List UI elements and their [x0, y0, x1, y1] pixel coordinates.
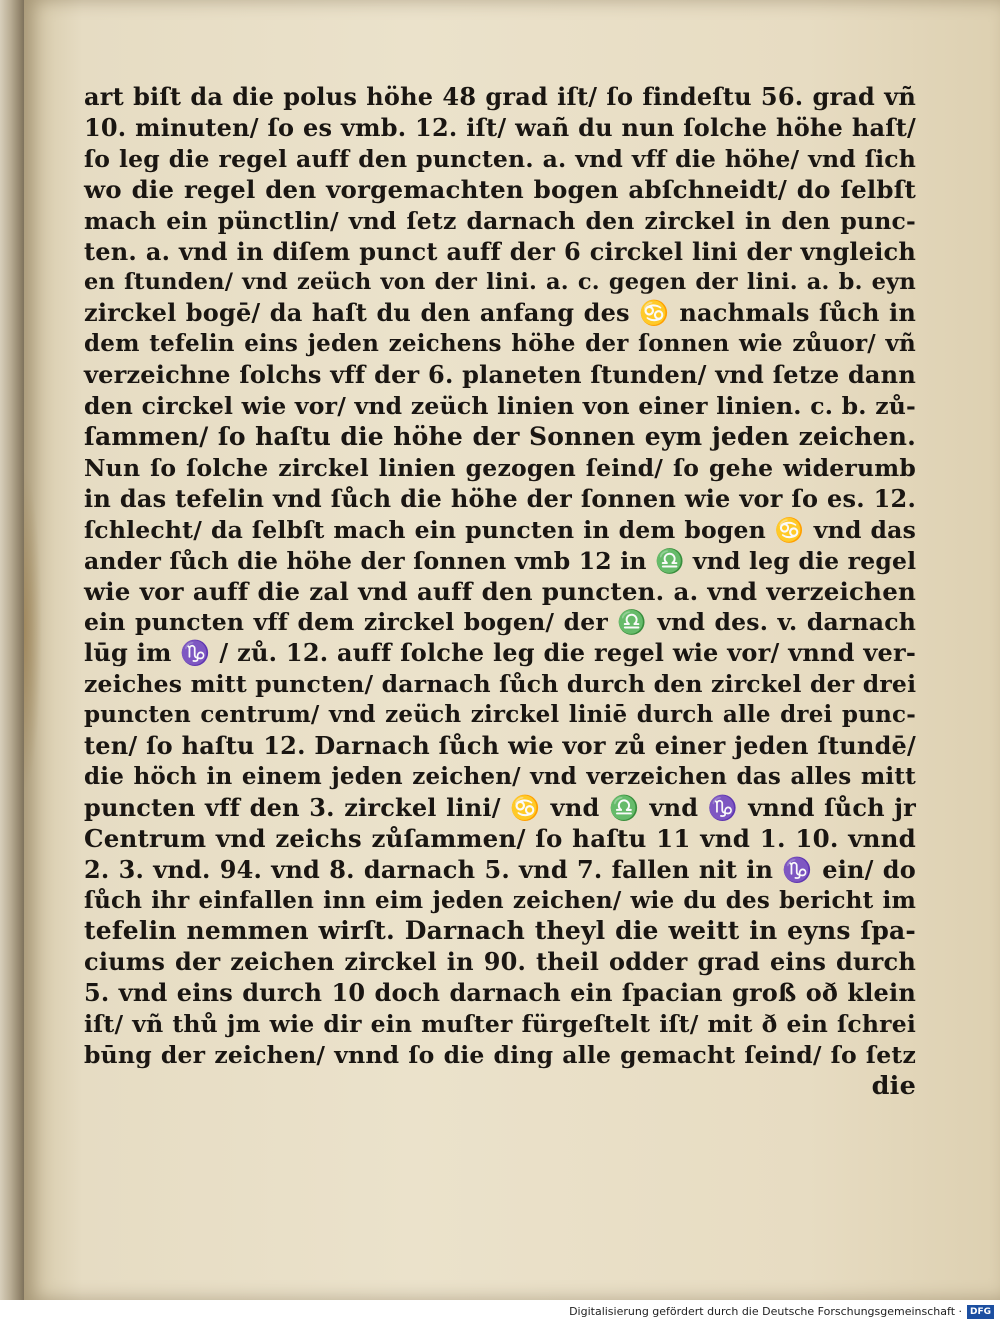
text-line: die höch in einem jeden zeichen/ vnd verzeichen das alles mitt: [84, 762, 916, 790]
text-line: verzeichne ſolchs vff der 6. planeten ſtunden/ vnd ſetze dann: [84, 360, 916, 390]
text-line: ander ſůch die höhe der ſonnen vmb 12 in ♎ vnd leg die regel: [84, 546, 917, 575]
text-line: 5. vnd eins durch 10 doch darnach ein ſpacian groß oð klein: [84, 978, 916, 1008]
text-line: lūg im ♑ / zů. 12. auff ſolche leg die regel wie vor/ vnnd ver-: [84, 638, 916, 668]
text-line: wo die regel den vorgemachten bogen abſchneidt/ do ſelbſt: [84, 174, 916, 204]
text-line: zirckel bogē/ da haſt du den anfang des ♋ nachmals ſůch in: [84, 298, 916, 328]
text-line: ſchlecht/ da ſelbſt mach ein puncten in dem bogen ♋ vnd das: [84, 515, 916, 544]
text-line: ſammen/ ſo haſtu die höhe der Sonnen eym jeden zeichen.: [84, 421, 916, 451]
text-line: en ſtunden/ vnd zeüch von der lini. a. c. gegen der lini. a. b. eyn: [84, 269, 916, 296]
text-line: puncten vff den 3. zirckel lini/ ♋ vnd ♎ vnd ♑ vnnd ſůch jr: [84, 792, 916, 822]
text-line: ten/ ſo haſtu 12. Darnach ſůch wie vor zů einer jeden ſtundē/: [84, 731, 916, 761]
text-line: ciums der zeichen zirckel in 90. theil odder grad eins durch: [84, 947, 916, 977]
text-line: wie vor auff die zal vnd auff den puncten. a. vnd verzeichen: [84, 576, 916, 606]
text-line: ten. a. vnd in diſem punct auff der 6 circkel lini der vngleich: [84, 236, 916, 266]
text-line: 10. minuten/ ſo es vmb. 12. iſt/ wañ du nun ſolche höhe haſt/: [84, 112, 916, 142]
text-line: Centrum vnd zeichs zůſammen/ ſo haſtu 11 vnd 1. 10. vnnd: [84, 823, 916, 853]
text-line: zeiches mitt puncten/ darnach ſůch durch den zirckel der drei: [84, 670, 917, 699]
text-line: puncten centrum/ vnd zeüch zirckel liniē durch alle drei punc-: [84, 701, 916, 729]
text-line: būng der zeichen/ vnnd ſo die ding alle gemacht ſeind/ ſo ſetz: [84, 1041, 916, 1070]
text-line: art biſt da die polus höhe 48 grad iſt/ ſo findeſtu 56. grad vñ: [84, 82, 916, 111]
text-line: 2. 3. vnd. 94. vnd 8. darnach 5. vnd 7. fallen nit in ♑ ein/ do: [84, 854, 916, 884]
text-line: ſůch ihr einfallen inn eim jeden zeichen/ wie du des bericht im: [84, 886, 916, 914]
text-line: ſo leg die regel auff den puncten. a. vnd vff die höhe/ vnd ſich: [84, 144, 916, 173]
page-text: [84, 82, 916, 1102]
text-line: die: [871, 1071, 916, 1101]
dfg-logo: DFG: [967, 1305, 994, 1319]
text-line: iſt/ vñ thů jm wie dir ein muſter fürgeſtelt iſt/ mit ð ein ſchrei: [84, 1010, 916, 1039]
text-line: in das tefelin vnd ſůch die höhe der ſonnen wie vor ſo es. 12.: [84, 483, 916, 513]
text-line: mach ein pünctlin/ vnd ſetz darnach den zirckel in den punc-: [84, 206, 916, 235]
footer-credit: Digitalisierung gefördert durch die Deutsche Forschungsgemeinschaft ·: [569, 1305, 962, 1318]
text-line: tefelin nemmen wirſt. Darnach theyl die weitt in eyns ſpa-: [84, 916, 916, 946]
text-line: Nun ſo ſolche zirckel linien gezogen ſeind/ ſo gehe widerumb: [84, 453, 916, 482]
text-line: den circkel wie vor/ vnd zeüch linien von einer linien. c. b. zů-: [84, 392, 916, 421]
text-line: ein puncten vff dem zirckel bogen/ der ♎ vnd des. v. darnach: [84, 608, 916, 637]
page-stain: [24, 470, 42, 790]
text-line: dem tefelin eins jeden zeichens höhe der ſonnen wie zůuor/ vñ: [84, 330, 916, 358]
footer-bar: [0, 1300, 1000, 1324]
